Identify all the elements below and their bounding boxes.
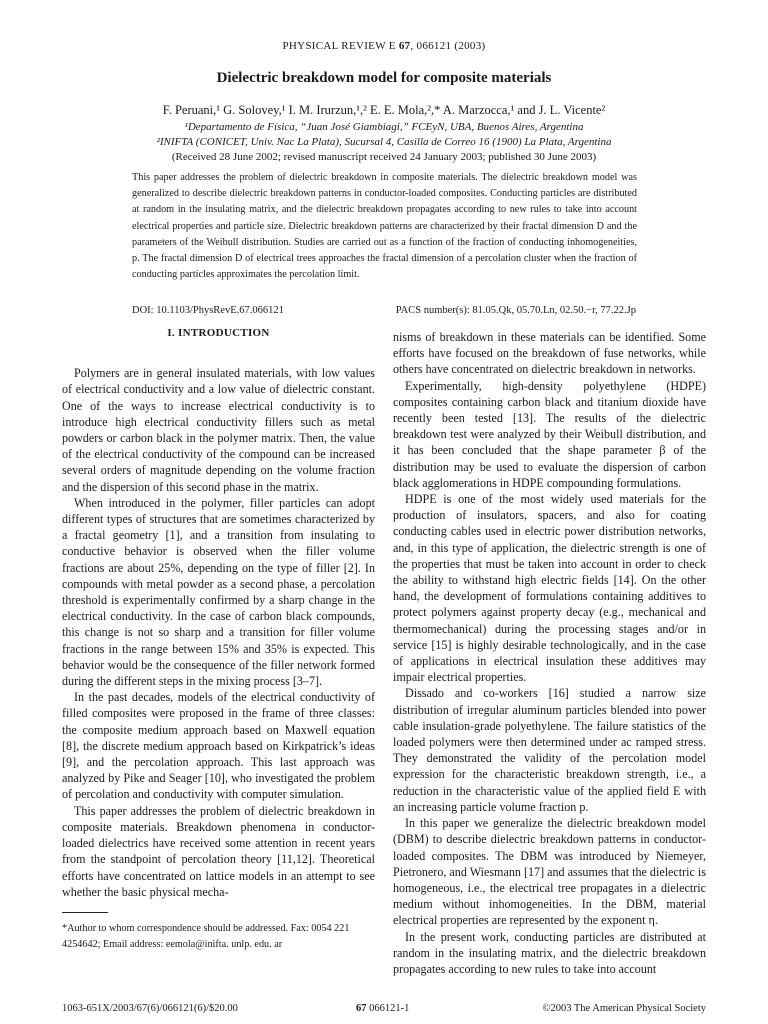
footer-volume: 67 — [356, 1003, 367, 1014]
affiliation-1: ¹Departamento de Física, “Juan José Giambiagi,” FCEyN, UBA, Buenos Aires, Argentina — [184, 121, 584, 133]
right-column — [393, 329, 706, 977]
paragraph: HDPE is one of the most widely used materials for the production of insulators, spacers, and also for coating conducting cables used in electric power distribution networks, and, in this type of application, the dielectric strength is one of the properties that must be taken into account in order to check the ability to withstand high electric fields [14]. On the other hand, the development of formulations containing additives to protect polymers against property decay (e.g., mechanical and thermomechanical) during the processing stages and/or in service [15] is highly desirable technologically, and in the case of applications in electrical insulation these additives may impair electrical properties. — [393, 492, 706, 685]
paragraph: nisms of breakdown in these materials can be identified. Some efforts have focused on the breakdown of fuse networks, while others have concentrated on dielectric breakdown in networks. — [393, 330, 706, 377]
paper-title: Dielectric breakdown model for composite materials — [216, 70, 552, 86]
paragraph: Polymers are in general insulated materials, with low values of electrical conductivity and a low value of dielectric constant. One of the ways to increase electrical conductivity is to introduce high electrical conductivity fillers such as metal powders or carbon black in the polymer matrix. Then, the value of the electrical conductivity of the compound can be increased several orders of magnitude depending on the volume fraction and the dispersion of this second phase in the matrix. — [62, 366, 375, 494]
journal-header — [0, 40, 768, 52]
footnote-divider — [62, 912, 108, 913]
section-heading: I. INTRODUCTION — [167, 327, 270, 339]
journal-volume: 67 — [398, 40, 411, 52]
abstract: This paper addresses the problem of dielectric breakdown in composite materials. The dielectric breakdown model was generalized to describe dielectric breakdown patterns in conductor-loaded composites. Conducting particles are distributed at random in the insulating matrix, and the dielectric breakdown propagates according to new rules to take into account electrical properties and particle size. Dielectric breakdown patterns are characterized by their fractal dimension D and the parameters of the Weibull distribution. Studies are carried out as a function of the fraction of conducting inhomogeneities, p. The fractal dimension D of electrical trees approaches the fractal dimension of a percolation cluster when the fraction of conducting particles approximates the percolation limit. — [132, 172, 637, 281]
received-dates: (Received 28 June 2002; revised manuscript received 24 January 2003; published 30 June 2003) — [171, 151, 597, 163]
affiliation-2: ²INIFTA (CONICET, Univ. Nac La Plata), Sucursal 4, Casilla de Correo 16 (1900) La Plata, Argentina — [156, 136, 612, 148]
footnote: *Author to whom correspondence should be addressed. Fax: 0054 221 4254642; Email address: eemola@inifta. unlp. edu. ar — [62, 923, 350, 950]
paragraph: In the past decades, models of the electrical conductivity of filled composites were proposed in the frame of three classes: the composite medium approach based on Maxwell equation [8], the discrete medium approach based on Kirkpatrick’s ideas [9], and the percolation approach. This last approach was analyzed by Pike and Seager [10], who investigated the problem of percolation and conductivity with computer simulation. — [62, 690, 375, 802]
paragraph: Experimentally, high-density polyethylene (HDPE) composites containing carbon black and titanium dioxide have recently been tested [13]. The results of the dielectric breakdown test were analyzed by their Weibull distribution, and it has been concluded that the shape parameter β of the distribution may be used to evaluate the dispersion of carbon black agglomerations in HDPE compounding formulations. — [393, 378, 706, 490]
author-list: F. Peruani,¹ G. Solovey,¹ I. M. Irurzun,¹,² E. E. Mola,²,* A. Marzocca,¹ and J. L. Vicente² — [162, 103, 606, 117]
paragraph: When introduced in the polymer, filler particles can adopt different types of structures that are sometimes characterized by a fractal geometry [1], and a transition from insulating to conductive behavior is observed when the filler volume fractions are about 25%, depending on the type of filler [2]. In compounds with metal powder as a second phase, a percolation threshold is experimentally confirmed by a sharp change in the electrical conductivity. In the case of carbon black compounds, this change is not so sharp and a transition for filler volume fractions in the range between 15% and 35% is expected. This behavior would be the consequence of the filler network formed during the different steps in the mixing process [3–7]. — [62, 495, 375, 689]
paragraph: In this paper we generalize the dielectric breakdown model (DBM) to describe dielectric breakdown patterns in conductor-loaded composites. The DBM was introduced by Niemeyer, Pietronero, and Wiesmann [17] and assumes that the dielectric is homogeneous, i.e., the electrical tree propagates in a dielectric medium without inhomogeneities. In the DBM, material electrical properties are represented by the exponent η. — [393, 816, 706, 928]
pacs-numbers: PACS number(s): 81.05.Qk, 05.70.Ln, 02.50.−r, 77.22.Jp — [395, 305, 636, 316]
journal-issue: , 066121 (2003) — [410, 40, 486, 52]
footer-copyright: ©2003 The American Physical Society — [542, 1003, 706, 1014]
paragraph: This paper addresses the problem of dielectric breakdown in composite materials. Breakdown phenomena in conductor-loaded dielectrics have received some attention in recent years from the standpoint of percolation theory [11,12]. Theoretical efforts have concentrated on lattice models in an attempt to see whether the basic physical mecha- — [62, 803, 375, 899]
paragraph: In the present work, conducting particles are distributed at random in the insulating matrix, and the dielectric breakdown propagates according to new rules to take into account — [393, 929, 706, 976]
paragraph: Dissado and co-workers [16] studied a narrow size distribution of irregular aluminum particles blended into power cable insulation-grade polyethylene. The failure statistics of the loaded polymers were then determined under ac ramped stress. They demonstrated the validity of the percolation model expression for the characteristic breakdown strength, i.e., a reduction in the characteristic value of the applied field E with an increasing particle volume fraction p. — [393, 686, 706, 814]
journal-name: PHYSICAL REVIEW E — [282, 40, 396, 52]
footer-page-number — [356, 1003, 409, 1014]
doi: DOI: 10.1103/PhysRevE.67.066121 — [132, 305, 284, 316]
footer-issn: 1063-651X/2003/67(6)/066121(6)/$20.00 — [62, 1003, 238, 1014]
left-column — [62, 322, 375, 900]
footer-article-id: 066121-1 — [366, 1003, 410, 1014]
